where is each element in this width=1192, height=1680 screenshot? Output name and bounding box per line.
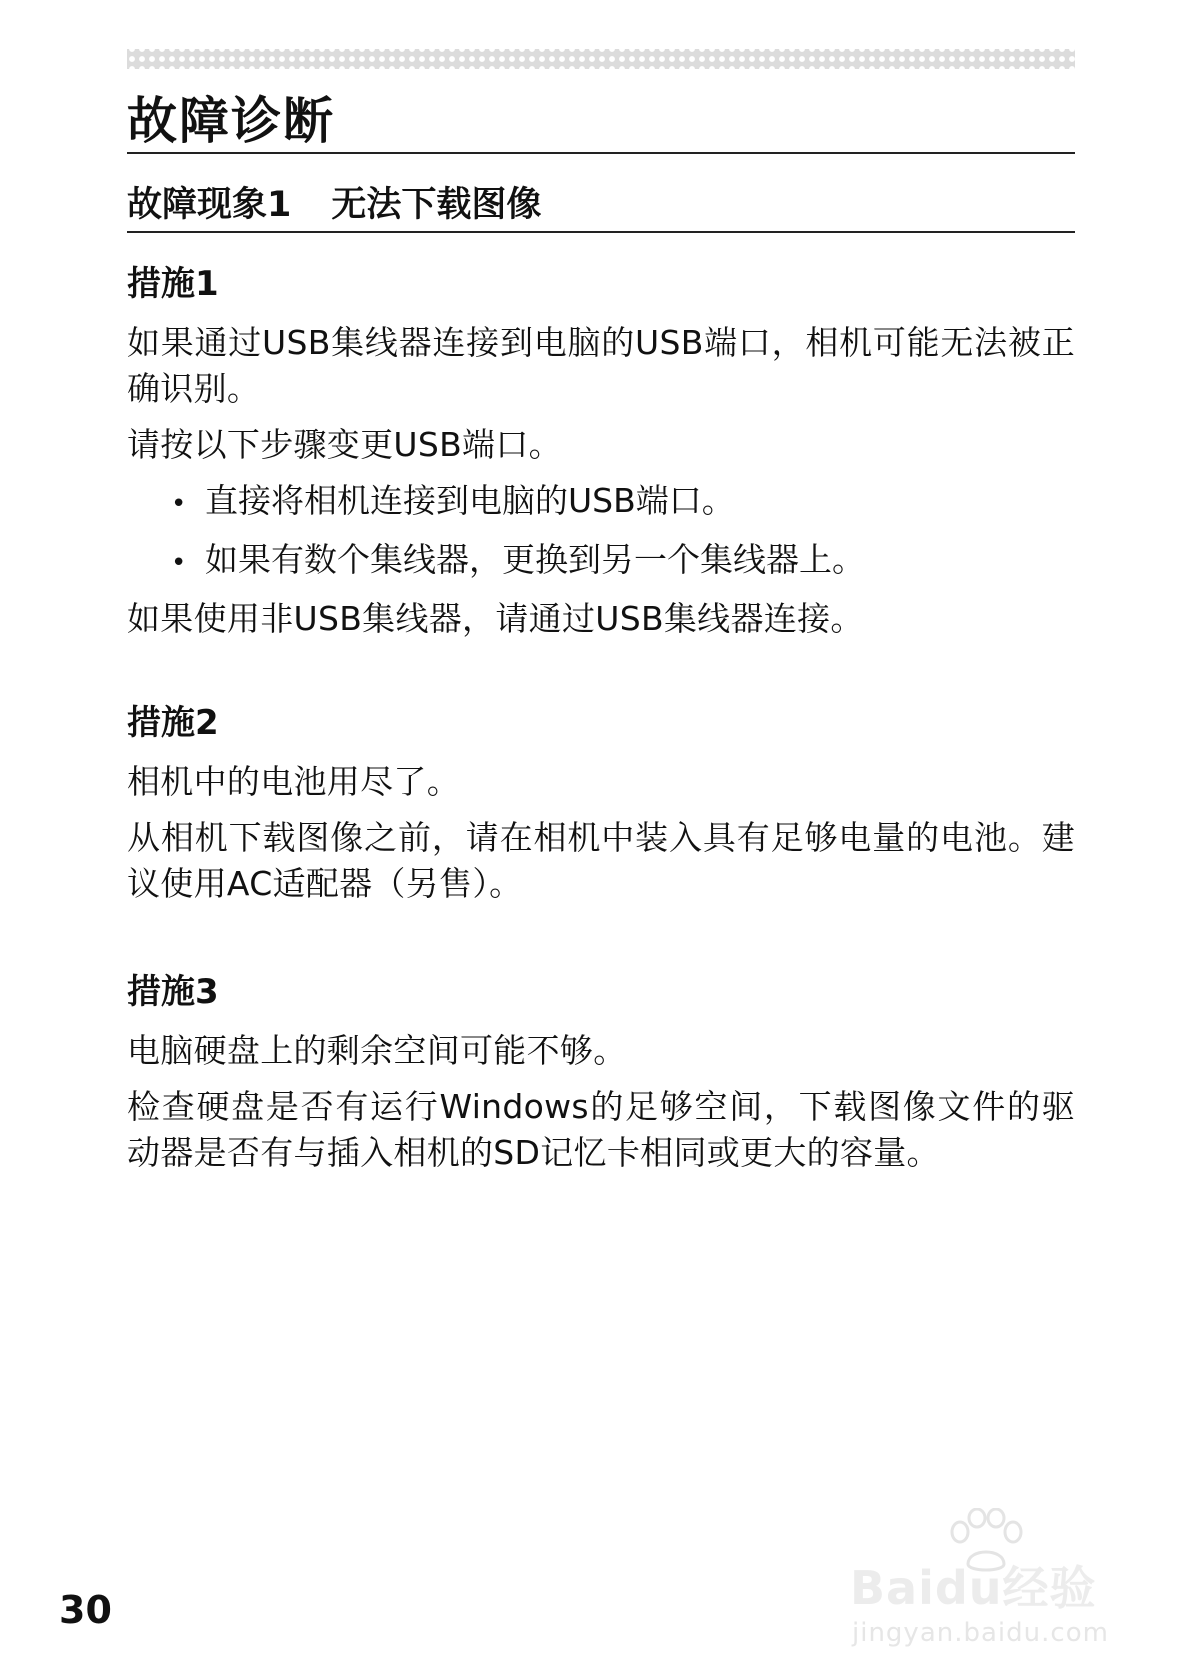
measure-paragraph: 如果使用非USB集线器，请通过USB集线器连接。: [127, 599, 864, 638]
bullet-list: [127, 478, 1075, 586]
list-item: [171, 537, 1075, 586]
measure-heading: 措施2: [127, 703, 219, 743]
measure-paragraph: 请按以下步骤变更USB端口。: [127, 425, 562, 464]
list-item-text: 直接将相机连接到电脑的USB端口。: [205, 481, 735, 520]
title-divider: [127, 152, 1075, 154]
watermark: [850, 1508, 1130, 1658]
measure-heading: 措施1: [127, 264, 219, 304]
measure-3: [127, 970, 1075, 1186]
measure-paragraph: 电脑硬盘上的剩余空间可能不够。: [127, 1031, 627, 1070]
decorative-header-bar: [127, 49, 1075, 69]
watermark-url: jingyan.baidu.com: [852, 1618, 1109, 1648]
section-label: 故障现象1: [127, 185, 292, 225]
measure-2: [127, 701, 1075, 917]
measure-paragraph: 检查硬盘是否有运行Windows的足够空间，下载图像文件的驱动器是否有与插入相机的SD记忆卡相同或更大的容量。: [127, 1087, 1075, 1172]
list-item: [171, 478, 1075, 527]
page-title: 故障诊断: [127, 92, 335, 150]
watermark-brand: Baidu经验: [850, 1561, 1097, 1615]
list-item-text: 如果有数个集线器，更换到另一个集线器上。: [205, 540, 865, 579]
page-number: 30: [59, 1588, 112, 1632]
measure-paragraph: 从相机下载图像之前，请在相机中装入具有足够电量的电池。建议使用AC适配器（另售）。: [127, 818, 1075, 903]
measure-1: [127, 262, 1075, 652]
bullet-icon: •: [171, 548, 187, 578]
section-title: 无法下载图像: [331, 185, 542, 225]
measure-paragraph: 相机中的电池用尽了。: [127, 762, 460, 801]
section-divider: [127, 231, 1075, 233]
measure-paragraph: 如果通过USB集线器连接到电脑的USB端口，相机可能无法被正确识别。: [127, 323, 1075, 408]
bullet-icon: •: [171, 489, 187, 519]
measure-heading: 措施3: [127, 972, 219, 1012]
section-heading: [127, 182, 541, 228]
